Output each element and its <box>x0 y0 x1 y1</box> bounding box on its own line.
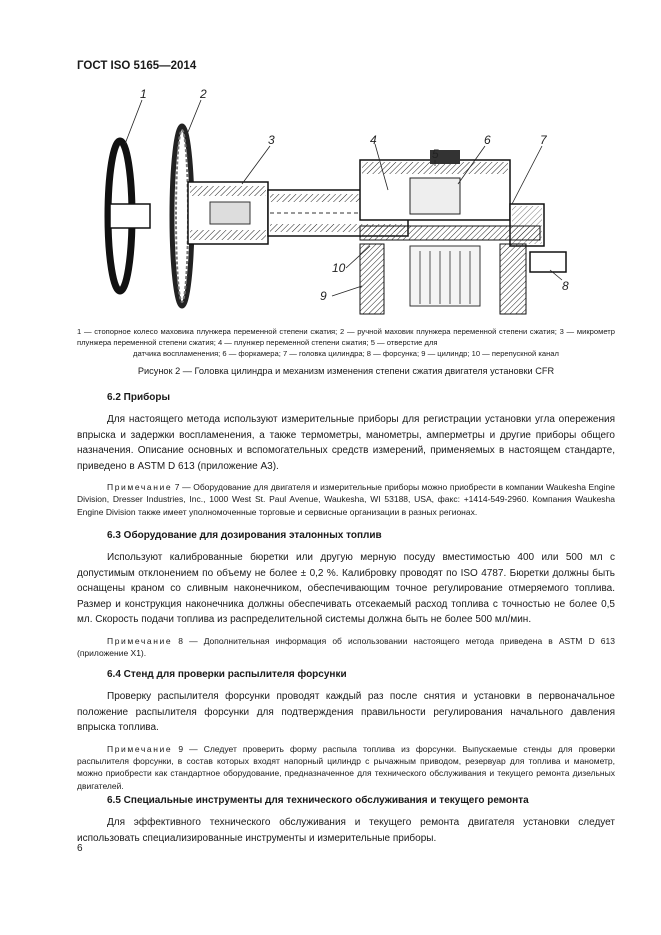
handwheel-1 <box>108 141 150 291</box>
injector-8 <box>530 252 566 272</box>
callout-5: 5 <box>432 147 439 161</box>
section-6-5 <box>77 795 615 846</box>
section-6-4 <box>77 669 615 792</box>
note-text: 9 — Следует проверить форму распыла топлива из форсунки. Выпускаемые стенды для проверки распылителя форсунки, в состав которых входят напорный цилиндр с рычажным приводом, резервуар для топлива и манометр, можно приобрести как стандартное оборудование, предназначенное для технического обслуживания и текущего ремонта дизельных двигателей. <box>77 743 615 791</box>
callout-8: 8 <box>562 279 569 293</box>
section-title: 6.5 Специальные инструменты для технического обслуживания и текущего ремонта <box>107 795 529 806</box>
paragraph: Для эффективного технического обслуживания и текущего ремонта двигателя установки следует использовать специализированные инструменты и измерительные приборы. <box>77 817 615 844</box>
section-6-3 <box>77 530 615 659</box>
cylinder-9 <box>360 226 540 314</box>
document-header: ГОСТ ISO 5165—2014 <box>77 60 197 72</box>
callout-2: 2 <box>200 87 207 101</box>
paragraph: Для настоящего метода используют измерительные приборы для регистрации установки угла опережения впрыска и задержки воспламенения, а также термометры, манометры, амперметры и другие приборы общего назначения. Описание основных и вспомогательных средств измерений, применяемых в настоящем стандарте, приведено в ASTM D 613 (приложение А3). <box>77 414 615 472</box>
section-title: 6.3 Оборудование для дозирования эталонных топлив <box>107 530 382 541</box>
page-number: 6 <box>77 843 83 854</box>
callout-10: 10 <box>332 261 346 275</box>
note-label: Примечание <box>107 743 173 754</box>
note-text: 8 — Дополнительная информация об использовании настоящего метода приведена в ASTM D 613 (приложение X1). <box>77 635 615 658</box>
note <box>77 635 615 660</box>
section-title: 6.4 Стенд для проверки распылителя форсунки <box>107 669 347 680</box>
figure-caption: Рисунок 2 — Головка цилиндра и механизм изменения степени сжатия двигателя установки CFR <box>137 366 555 376</box>
legend-line-1: 1 — стопорное колесо маховика плунжера переменной степени сжатия; 2 — ручной маховик плунжера переменной степени сжатия; 3 — микрометр плунжера переменной степени сжатия; 4 — плунжер переменной степени сжатия; 5 — отверстие для <box>77 327 615 347</box>
note <box>77 743 615 793</box>
callout-3: 3 <box>268 133 275 147</box>
paragraph: Проверку распылителя форсунки проводят каждый раз после снятия и установки в первоначальное положение распылителя форсунки для подтверждения правильности регулирования начального давления впрыска топлива. <box>77 691 615 733</box>
callout-6: 6 <box>484 133 491 147</box>
note-label: Примечание <box>107 482 173 492</box>
note <box>77 481 615 518</box>
section-title: 6.2 Приборы <box>107 392 171 403</box>
legend-line-2: датчика воспламенения; 6 — форкамера; 7 — головка цилиндра; 8 — форсунка; 9 — цилиндр; 10 — перепускной канал <box>133 349 559 358</box>
micrometer-3 <box>188 182 268 244</box>
note-label: Примечание <box>107 635 173 646</box>
paragraph: Используют калиброванные бюретки или другую мерную посуду вместимостью 400 или 500 мл с допустимым отклонением по объему не более ± 0,2 %. Калибровку проводят по ISO 4787. Бюретки должны быть оснащены краном со сливным наконечником, обеспечивающим точное регулирование отмеряемого топлива. Размер и конструкция наконечника должны обеспечивать отсекаемый расход топлива с точностью не более 0,5 мл. Скорость подачи топлива из распределительной системы должна быть не более 500 мл/мин. <box>77 552 615 625</box>
callout-9: 9 <box>320 289 327 303</box>
note-text: 7 — Оборудование для двигателя и измерительные приборы можно приобрести в компании Waukesha Engine Division, Dresser Industries, Inc., 1000 West St. Paul Avenue, Waukesha, WI 53188, USA, факс: +1414-549-2960. Компания Waukesha Engine Division также имеет уполномоченные торговые и сервисные организации в разных регионах. <box>77 482 615 517</box>
figure-legend <box>77 326 615 359</box>
callout-4: 4 <box>370 133 377 147</box>
engine-cylinder-head-drawing <box>70 86 590 318</box>
callout-1: 1 <box>140 87 147 101</box>
section-6-2 <box>77 392 615 518</box>
callout-7: 7 <box>540 133 547 147</box>
